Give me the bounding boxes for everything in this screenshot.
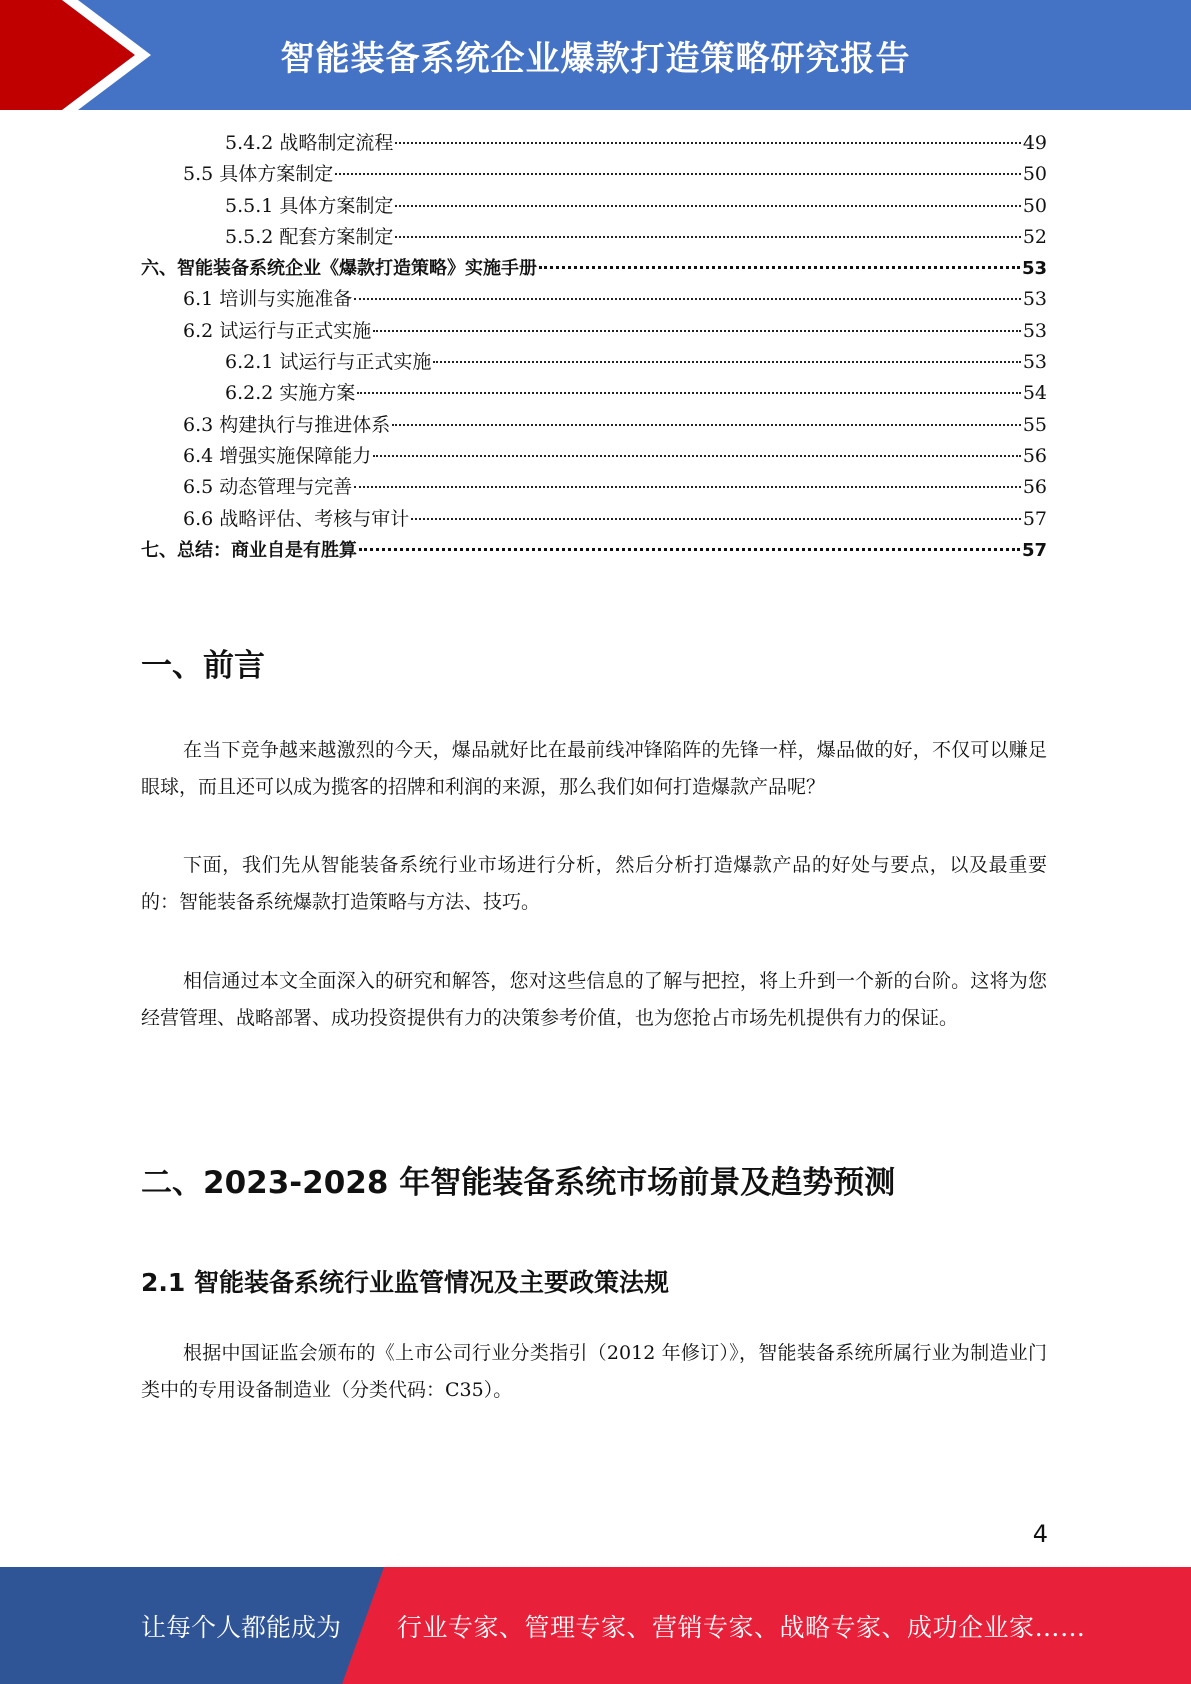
toc-entry-page: 53 xyxy=(1021,258,1047,280)
toc-entry[interactable] xyxy=(141,316,1047,347)
toc-dot-leader xyxy=(373,330,1021,332)
toc-entry-label: 6.6 战略评估、考核与审计 xyxy=(183,507,410,530)
paragraph: 根据中国证监会颁布的《上市公司行业分类指引（2012 年修订）》，智能装备系统所属行业为制造业门类中的专用设备制造业（分类代码：C35）。 xyxy=(141,1342,1047,1401)
footer-slogan-right: 行业专家、管理专家、营销专家、战略专家、成功企业家…… xyxy=(397,1612,1086,1642)
toc-entry-page: 53 xyxy=(1022,319,1047,342)
toc-entry-page: 50 xyxy=(1022,194,1047,217)
toc-entry-label: 6.4 增强实施保障能力 xyxy=(183,444,372,467)
page-header xyxy=(0,0,1191,110)
paragraph: 相信通过本文全面深入的研究和解答，您对这些信息的了解与把控，将上升到一个新的台阶。这将为您经营管理、战略部署、成功投资提供有力的决策参考价值，也为您抢占市场先机提供有力的保证。 xyxy=(141,970,1047,1029)
toc-dot-leader xyxy=(395,142,1020,144)
toc-dot-leader xyxy=(395,205,1020,207)
toc-entry-label: 5.5.2 配套方案制定 xyxy=(225,225,394,248)
toc-entry-page: 53 xyxy=(1022,351,1047,374)
toc-entry-label: 6.5 动态管理与完善 xyxy=(183,476,353,499)
toc-entry-label: 6.3 构建执行与推进体系 xyxy=(183,413,391,436)
toc-entry-label: 5.4.2 战略制定流程 xyxy=(225,132,394,154)
toc-dot-leader xyxy=(395,236,1020,238)
toc-entry-label: 5.5.1 具体方案制定 xyxy=(225,194,394,217)
footer-slogan-left: 让每个人都能成为 xyxy=(141,1612,342,1642)
toc-entry-label: 六、智能装备系统企业《爆款打造策略》实施手册 xyxy=(141,258,537,280)
header-title xyxy=(200,0,1191,110)
toc-entry-page: 50 xyxy=(1022,163,1047,186)
toc-entry[interactable] xyxy=(141,535,1047,566)
toc-dot-leader xyxy=(359,548,1020,551)
subsection-heading: 2.1 智能装备系统行业监管情况及主要政策法规 xyxy=(141,1268,669,1297)
toc-entry-label: 6.1 培训与实施准备 xyxy=(183,288,353,311)
section-heading-market-outlook: 二、2023-2028 年智能装备系统市场前景及趋势预测 xyxy=(141,1165,896,1201)
toc-dot-leader xyxy=(357,392,1020,394)
page-number: 4 xyxy=(1032,1520,1048,1548)
toc-entry-page: 54 xyxy=(1022,382,1047,405)
toc-dot-leader xyxy=(373,455,1021,457)
toc-dot-leader xyxy=(335,173,1021,175)
toc-entry-label: 6.2.1 试运行与正式实施 xyxy=(225,351,432,374)
toc-entry[interactable] xyxy=(141,378,1047,409)
toc-dot-leader xyxy=(433,361,1020,363)
header-arrow-decoration xyxy=(0,0,160,110)
toc-entry-page: 57 xyxy=(1021,539,1047,561)
toc-entry-page: 52 xyxy=(1022,225,1047,248)
toc-entry-page: 56 xyxy=(1022,476,1047,499)
toc-dot-leader xyxy=(392,424,1021,426)
toc-entry-page: 56 xyxy=(1022,444,1047,467)
toc-entry[interactable] xyxy=(141,159,1047,190)
toc-entry-page: 55 xyxy=(1022,413,1047,436)
toc-entry[interactable] xyxy=(141,504,1047,535)
paragraph: 在当下竞争越来越激烈的今天，爆品就好比在最前线冲锋陷阵的先锋一样，爆品做的好，不仅可以赚足眼球，而且还可以成为揽客的招牌和利润的来源，那么我们如何打造爆款产品呢？ xyxy=(141,739,1047,798)
toc-entry[interactable] xyxy=(141,222,1047,253)
toc-entry[interactable] xyxy=(141,472,1047,503)
section-heading-preface: 一、前言 xyxy=(141,648,265,684)
toc-dot-leader xyxy=(411,518,1021,520)
toc-dot-leader xyxy=(354,298,1021,300)
table-of-contents xyxy=(141,128,1047,566)
toc-entry[interactable] xyxy=(141,410,1047,441)
toc-entry[interactable] xyxy=(141,284,1047,315)
toc-entry-label: 6.2.2 实施方案 xyxy=(225,382,356,405)
page-footer xyxy=(0,1567,1191,1684)
toc-entry[interactable] xyxy=(141,441,1047,472)
toc-entry-page: 57 xyxy=(1022,507,1047,530)
toc-entry[interactable] xyxy=(141,191,1047,222)
toc-entry-label: 5.5 具体方案制定 xyxy=(183,163,334,186)
toc-dot-leader xyxy=(539,266,1020,269)
toc-entry[interactable] xyxy=(141,128,1047,159)
toc-entry-page: 49 xyxy=(1022,132,1047,154)
header-title-text: 智能装备系统企业爆款打造策略研究报告 xyxy=(280,38,911,79)
toc-entry[interactable] xyxy=(141,347,1047,378)
toc-entry[interactable] xyxy=(141,253,1047,284)
toc-entry-label: 七、总结：商业自是有胜算 xyxy=(141,539,357,561)
toc-dot-leader xyxy=(354,486,1021,488)
toc-entry-page: 53 xyxy=(1022,288,1047,311)
paragraph: 下面，我们先从智能装备系统行业市场进行分析，然后分析打造爆款产品的好处与要点，以及最重要的：智能装备系统爆款打造策略与方法、技巧。 xyxy=(141,854,1047,913)
toc-entry-label: 6.2 试运行与正式实施 xyxy=(183,319,372,342)
